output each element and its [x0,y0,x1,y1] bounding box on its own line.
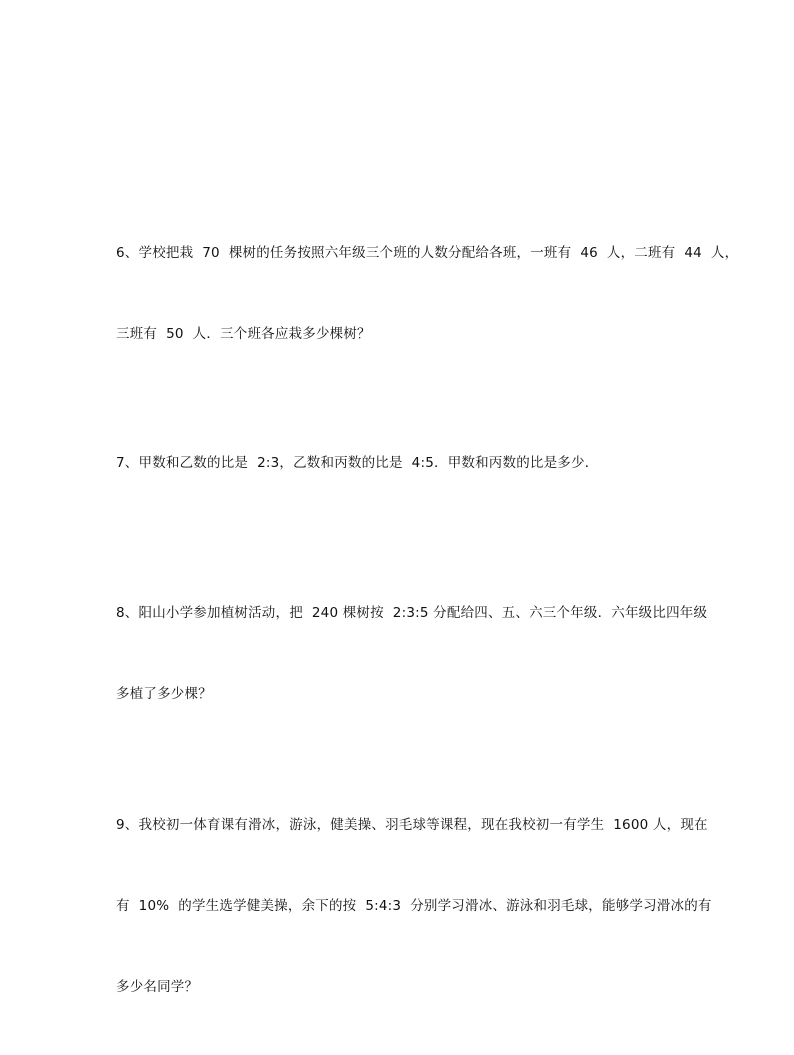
question-9 [116,758,716,1055]
question-7-line-1: 7、甲数和乙数的比是 2:3，乙数和丙数的比是 4:5．甲数和丙数的比是多少． [116,455,599,471]
question-6-line-2: 三班有 50 人．三个班各应栽多少棵树？ [116,326,371,342]
question-8-line-1: 8、阳山小学参加植树活动，把 240 棵树按 2:3:5 分配给四、五、六三个年级．六年级比四年级 [116,605,708,621]
question-6 [116,186,739,402]
question-9-line-1: 9、我校初一体育课有滑冰，游泳，健美操、羽毛球等课程，现在我校初一有学生 1600 人，现在 [116,817,708,833]
question-8-line-2: 多植了多少棵？ [116,686,212,702]
question-7 [116,396,716,531]
question-8 [116,546,716,762]
question-9-line-3: 多少名同学？ [116,979,199,995]
question-9-line-2: 有 10% 的学生选学健美操，余下的按 5:4:3 分别学习滑冰、游泳和羽毛球，能够学习滑冰的有 [116,898,712,914]
question-6-line-1: 6、学校把栽 70 棵树的任务按照六年级三个班的人数分配给各班，一班有 46 人，二班有 44 人， [116,245,739,261]
